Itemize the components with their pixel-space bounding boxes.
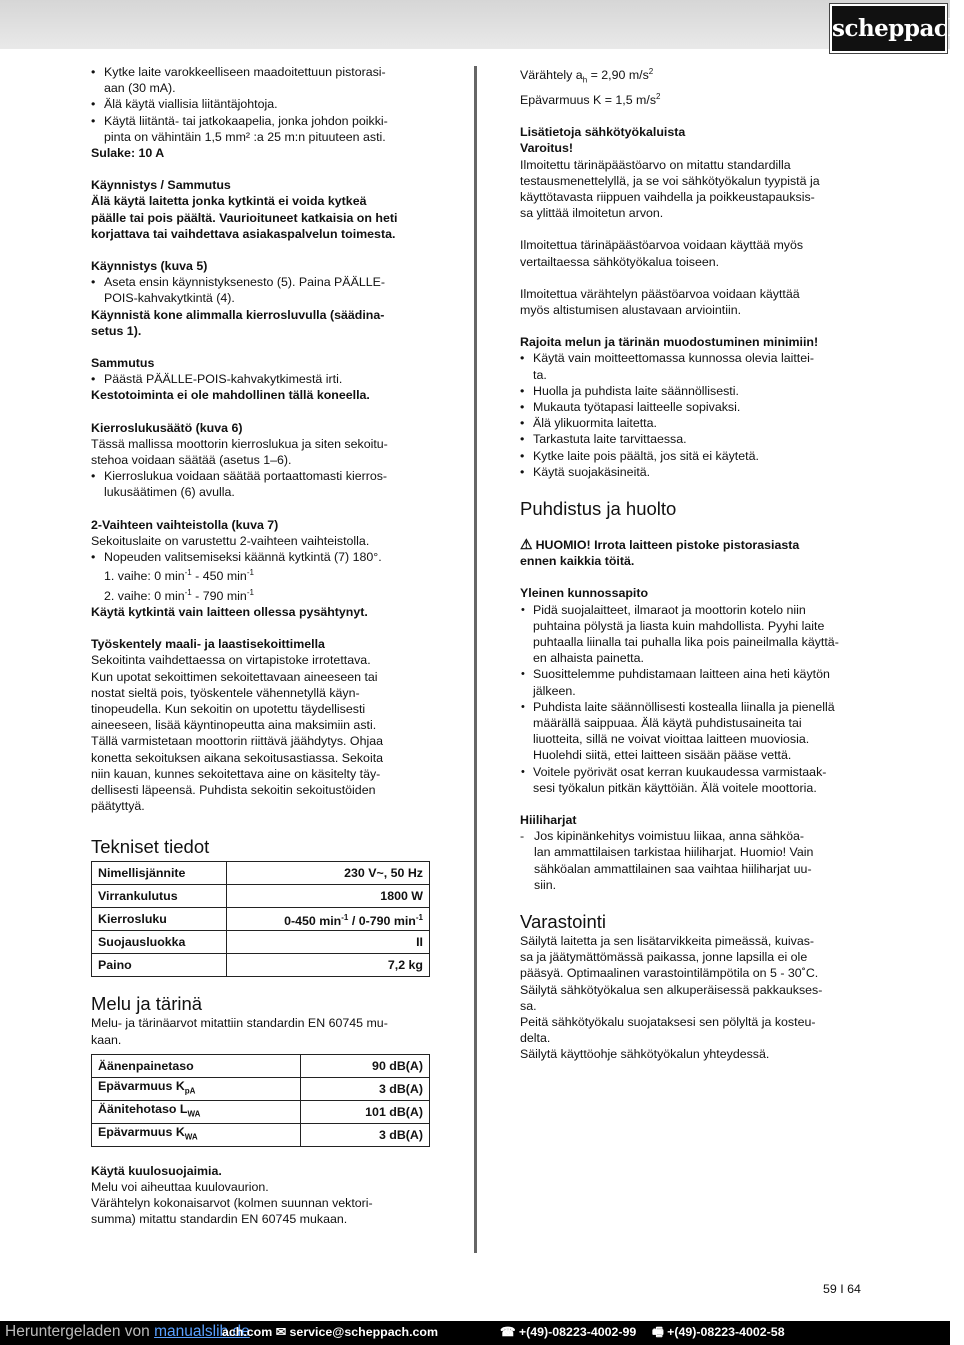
noise-text: Melu- ja tärinäarvot mitattiin standardin EN 60745 mu- kaan. <box>91 1016 388 1047</box>
download-source: Heruntergeladen von manualslib.de <box>5 1323 250 1340</box>
gear-bold: Käytä kytkintä vain laitteen ollessa pysähtynyt. <box>91 604 368 619</box>
list-item: • Voitele pyörivät osat kerran kuukaudessa varmistaak- sesi työkalun pitkän käyttöiän. Älä voitele moottoria. <box>520 764 860 796</box>
list-item: • Kierroslukua voidaan säätää portaattomasti kierros- lukusäätimen (6) avulla. <box>91 468 431 500</box>
page-number: 59 I 64 <box>823 1282 861 1296</box>
gear-1-speed: 1. vaihe: 0 $\min^{-1} - 450$ $\min^{-1}$ <box>104 568 254 584</box>
general-bullets <box>520 602 860 796</box>
stop-bold: Kestotoiminta ei ole mahdollinen tällä koneella. <box>91 388 370 403</box>
clean-title: Puhdistus ja huolto <box>520 497 677 519</box>
footer-bar <box>0 1321 950 1345</box>
footer-phone: ☎ +(49)-08223-4002-99 <box>500 1325 637 1339</box>
extra-paragraph-1: Ilmoitettu tärinäpäästöarvo on mitattu standardilla testausmenettelyllä, ja se voi sähkötyökalun tyypistä ja käyttötavasta riippuen vaihdella ja poikkeustapauksis- sa ylittää ilmoitetun arvon. <box>520 157 820 221</box>
gear-2-speed: 2. vaihe: 0 $\min^{-1} - 790$ $\min^{-1}$ <box>104 587 254 603</box>
onoff-text: Älä käytä laitetta jonka kytkintä ei voida kytkeä päälle tai pois päältä. Vaurioituneet katkaisia on heti korjattava tai vaihdettava asiakaspalvelun toimesta. <box>91 194 398 241</box>
table-row: Äänitehotaso $L_{WA}$ 101 dB(A) <box>92 1100 430 1123</box>
work-title: Työskentely maali- ja laastisekoittimella <box>91 637 325 652</box>
table-row: Virrankulutus 1800 W <box>92 885 430 908</box>
list-item: • Kytke laite varokkeelliseen maadoitettuun pistorasi- aan (30 mA). <box>91 64 431 96</box>
table-row: Nimellisjännite 230 V~, 50 Hz <box>92 862 430 885</box>
list-item: • Mukauta työtapasi laitteelle sopivaksi. <box>520 399 860 415</box>
clean-warning: ⚠ HUOMIO! Irrota laitteen pistoke pistorasiasta ennen kaikkia töitä. <box>520 535 800 569</box>
extra-paragraph-2: Ilmoitettua tärinäpäästöarvoa voidaan käyttää myös vertailtaessa sähkötyökalua toiseen. <box>520 238 804 269</box>
general-title: Yleinen kunnossapito <box>520 586 649 601</box>
gear-text: Sekoituslaite on varustettu 2-vaihteen vaihteistolla. <box>91 533 370 548</box>
list-item: • Päästä PÄÄLLE-POIS-kahvakytkimestä irti. <box>91 371 431 387</box>
list-item: • Käytä vain moitteettomassa kunnossa olevia laittei- ta. <box>520 350 860 382</box>
table-row: Paino 7,2 kg <box>92 954 430 977</box>
table-row: Kierrosluku 0-450 $\min^{-1} / 0-790$ $\min^{-1}$ <box>92 908 430 931</box>
list-item: • Älä ylikuormita laitetta. <box>520 415 860 431</box>
ear-protection-text: Melu voi aiheuttaa kuulovaurion. Värähtelyn kokonaisarvot (kolmen suunnan vektori- summa) mitattu standardin EN 60745 mukaan. <box>91 1179 373 1227</box>
right-column <box>520 64 860 1063</box>
list-item: • Huolla ja puhdista laite säännöllisesti. <box>520 383 860 399</box>
column-divider <box>474 66 477 1253</box>
limit-bullets <box>520 350 860 480</box>
table-row: Epävarmuus $K_{pA}$ 3 dB(A) <box>92 1077 430 1100</box>
list-item: • Nopeuden valitsemiseksi käännä kytkintä (7) 180°. <box>91 549 431 565</box>
vibration-uncertainty: Epävarmuus K = 1,5 $m/s^2$ <box>520 91 661 107</box>
list-item: • Tarkastuta laite tarvittaessa. <box>520 431 860 447</box>
storage-text: Säilytä laitetta ja sen lisätarvikkeita pimeässä, kuivas- sa ja jäätymättömässä paikassa, jonne lapsilla ei ole pääsyä. Optimaalinen varastointilämpötila on 5 - 30˚C. Säilytä sähkötyökalua sen alkuperäisessä pakkaukses- sa. Peitä sähkötyökalu suojataksesi sen pölyltä ja kosteu- delta. Säilytä käyttöohje sähkötyökalun yhteydessä. <box>520 934 823 1062</box>
list-item: • Suosittelemme puhdistamaan laitteen aina heti käytön jälkeen. <box>520 666 860 698</box>
footer-web-email: ach.com ✉ service@scheppach.com <box>222 1325 438 1339</box>
brush-title: Hiiliharjat <box>520 813 577 828</box>
extra-paragraph-3: Ilmoitettua värähtelyn päästöarvoa voidaan käyttää myös altistumisen alustavaan arviointiin. <box>520 286 800 317</box>
top-bar <box>0 0 964 49</box>
list-item: • Käytä liitäntä- tai jatkokaapelia, jonka johdon poikki- pinta on vähintäin 1,5 mm² :a 25 m:n pituuteen asti. <box>91 113 431 145</box>
table-row: Suojausluokka II <box>92 931 430 954</box>
table-row: Äänenpainetaso 90 dB(A) <box>92 1054 430 1077</box>
ear-protection-bold: Käytä kuulosuojaimia. <box>91 1163 222 1178</box>
list-item: • Älä käytä viallisia liitäntäjohtoja. <box>91 96 431 112</box>
fuse-text: Sulake: 10 A <box>91 146 165 161</box>
list-item: • Pidä suojalaitteet, ilmaraot ja moottorin kotelo niin puhtaina pölystä ja liasta kuin mahdollista. Pyyhi laite puhtaalla liinalla tai puhalla lika pois paineilmalla käyttä- en alhaista painetta. <box>520 602 860 667</box>
stop-title: Sammutus <box>91 356 155 371</box>
onoff-title: Käynnistys / Sammutus <box>91 178 231 193</box>
scheppach-logo: scheppach <box>830 4 947 53</box>
list-item: • Puhdista laite säännöllisesti kostealla liinalla ja pienellä määrällä saippuaa. Älä käytä puhdistusaineita tai liuotteita, sillä ne voivat vioittaa laitteen muoviosia. Huolehdi siitä, ettei laitteen sisään pääse vettä. <box>520 699 860 764</box>
limit-title: Rajoita melun ja tärinän muodostuminen minimiin! <box>520 335 819 350</box>
list-item: • Aseta ensin käynnistyksenesto (5). Paina PÄÄLLE- POIS-kahvakytkintä (4). <box>91 274 431 306</box>
table-row: Epävarmuus $K_{WA}$ 3 dB(A) <box>92 1123 430 1146</box>
work-text: Sekoitinta vaihdettaessa on virtapistoke irrotettava. Kun upotat sekoittimen sekoitettavaan aineeseen tai nostat sieltä pois, työskentele vähennetyllä käyn- tinopeudella. Kun sekoitin on upotettu täydellisesti aineeseen, lisää käyntinopeutta aina maksimiin asti. Tällä varmistetaan moottorin riittävä jäähdytys. Ohjaa konetta sekoituksen aikana sekoitusastiassa. Sekoita niin kauan, kunnes sekoitettava aine on käsitelty täy- dellisesti läpeensä. Puhdista sekoitin sekoitustöiden päätyttyä. <box>91 653 384 814</box>
start-bold: Käynnistä kone alimmalla kierrosluvulla (säädina- setus 1). <box>91 307 385 338</box>
footer-fax: 🖷 +(49)-08223-4002-58 <box>652 1325 785 1339</box>
tech-table <box>91 861 430 977</box>
noise-title: Melu ja tärinä <box>91 993 203 1015</box>
noise-table <box>91 1054 430 1147</box>
list-item: • Käytä suojakäsineitä. <box>520 464 860 480</box>
connection-bullets <box>91 64 431 145</box>
gear-title: 2-Vaihteen vaihteistolla (kuva 7) <box>91 517 279 532</box>
vibration-value: Värähtely $a_h = 2,90$ $m/s^2$ <box>520 67 654 85</box>
extra-warning: Varoitus! <box>520 141 574 156</box>
warning-icon: ⚠ <box>520 535 533 552</box>
manualslib-link[interactable]: manualslib.de <box>154 1323 250 1340</box>
start-title: Käynnistys (kuva 5) <box>91 259 208 274</box>
tech-title: Tekniset tiedot <box>91 836 210 858</box>
left-column <box>91 64 431 1228</box>
list-item: • Kytke laite pois päältä, jos sitä ei käytetä. <box>520 448 860 464</box>
speed-title: Kierroslukusäätö (kuva 6) <box>91 420 243 435</box>
extra-title: Lisätietoja sähkötyökaluista <box>520 125 686 140</box>
list-item: - Jos kipinänkehitys voimistuu liikaa, anna sähköa- lan ammattilaisen tarkistaa hiiliharjat. Huomio! Vain sähköalan ammattilainen saa vaihtaa hiiliharjat uu- siin. <box>520 828 860 893</box>
speed-text: Tässä mallissa moottorin kierroslukua ja siten sekoitu- stehoa voidaan säätää (asetus 1–6). <box>91 436 388 468</box>
storage-title: Varastointi <box>520 911 607 933</box>
